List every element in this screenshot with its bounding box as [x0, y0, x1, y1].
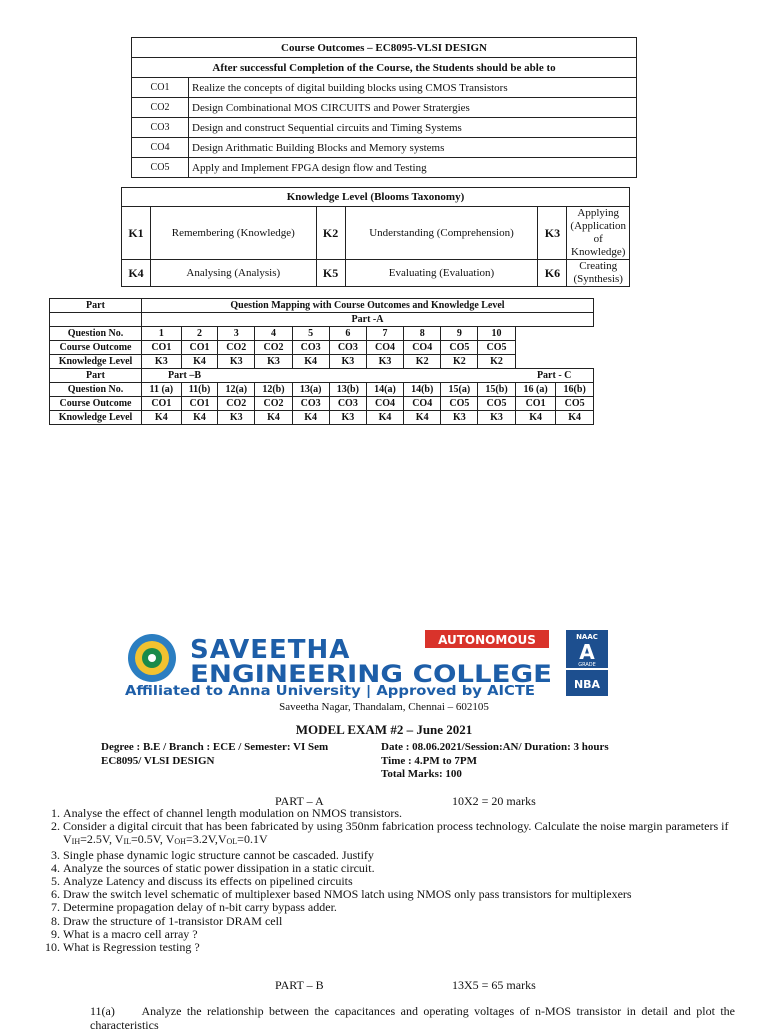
mapping-cell: 14(b) [403, 383, 441, 397]
mapping-cell: 7 [367, 327, 404, 341]
mapping-cell: CO2 [218, 341, 255, 355]
mapping-cell: K3 [255, 355, 293, 369]
mapping-cell: CO2 [218, 397, 255, 411]
svg-text:NBA: NBA [573, 678, 601, 691]
question-item: 1. Analyse the effect of channel length modulation on NMOS transistors. [63, 807, 743, 820]
naac-badge [566, 630, 608, 668]
co-row [132, 158, 637, 178]
question-item: 7. Determine propagation delay of n-bit carry bypass adder. [63, 901, 743, 914]
mapping-cell: CO3 [329, 397, 367, 411]
mapping-cell: K3 [441, 411, 478, 425]
part-a-header: Part -A [142, 313, 594, 327]
svg-text:NAAC: NAAC [576, 633, 598, 641]
time-line: Time : 4.PM to 7PM [381, 755, 478, 767]
mapping-cell: 12(b) [255, 383, 293, 397]
svg-text:A: A [579, 640, 595, 664]
part-b-marks: 13X5 = 65 marks [452, 978, 536, 992]
question-11a [90, 1004, 735, 1032]
mapping-cell: CO3 [329, 341, 367, 355]
co-code: CO4 [132, 138, 189, 158]
mapping-cell: K4 [367, 411, 404, 425]
mapping-cell: 6 [329, 327, 367, 341]
co-description: Design Arithmatic Building Blocks and Memory systems [189, 138, 637, 158]
empty-cell [515, 341, 555, 355]
exam-title: MODEL EXAM #2 – June 2021 [295, 722, 473, 737]
mapping-cell: 2 [181, 327, 218, 341]
row-label: Question No. [50, 383, 142, 397]
svg-text:GRADE: GRADE [578, 662, 596, 668]
mapping-cell: K2 [478, 355, 516, 369]
part-b-header: Part –B [142, 369, 255, 383]
mapping-cell: CO4 [367, 341, 404, 355]
question-text: Analyze the relationship between the capacitances and operating voltages of n-MOS transistor in detail and plot the characteristics [90, 1004, 735, 1032]
co-description: Design Combinational MOS CIRCUITS and Power Stratergies [189, 98, 637, 118]
mapping-cell: CO5 [441, 341, 478, 355]
co-code: CO1 [132, 78, 189, 98]
kl-label: Understanding (Comprehension) [345, 207, 538, 260]
mapping-cell: 11(b) [181, 383, 218, 397]
kl-label: Evaluating (Evaluation) [345, 260, 538, 287]
college-address: Saveetha Nagar, Thandalam, Chennai – 602105 [279, 701, 489, 713]
mapping-cell: 14(a) [367, 383, 404, 397]
course-outcomes-table [131, 37, 637, 178]
mapping-cell: K4 [255, 411, 293, 425]
mapping-cell: CO1 [142, 397, 182, 411]
mapping-cell: 11 (a) [142, 383, 182, 397]
noise-margin-params: VIH=2.5V, VIL=0.5V, VOH=3.2V,VOL=0.1V [63, 832, 268, 847]
emblem-icon [128, 634, 176, 682]
part-a-label: PART – A [275, 794, 324, 808]
kl-code: K4 [122, 260, 151, 287]
kl-code: K2 [316, 207, 345, 260]
mapping-cell: 5 [292, 327, 329, 341]
mapping-cell: K3 [329, 355, 367, 369]
co-description: Design and construct Sequential circuits and Timing Systems [189, 118, 637, 138]
kl-code: K1 [122, 207, 151, 260]
question-mapping-table [49, 298, 594, 425]
row-label: Course Outcome [50, 341, 142, 355]
part-a-marks: 10X2 = 20 marks [452, 794, 536, 808]
kl-title: Knowledge Level (Blooms Taxonomy) [122, 188, 630, 207]
co-row [132, 78, 637, 98]
mapping-cell: 13(b) [329, 383, 367, 397]
empty-cell [556, 327, 594, 341]
co-row [132, 138, 637, 158]
mapping-cell: 16(b) [556, 383, 594, 397]
mapping-cell: 15(a) [441, 383, 478, 397]
co-description: Realize the concepts of digital building blocks using CMOS Transistors [189, 78, 637, 98]
mapping-cell: CO4 [367, 397, 404, 411]
question-item: 3. Single phase dynamic logic structure cannot be cascaded. Justify [63, 849, 743, 862]
mapping-cell: K4 [181, 355, 218, 369]
mapping-cell: CO1 [142, 341, 182, 355]
empty-cell [515, 327, 555, 341]
part-c-header: Part - C [515, 369, 593, 383]
row-label: Course Outcome [50, 397, 142, 411]
empty-cell [556, 341, 594, 355]
mapping-cell: CO5 [478, 397, 516, 411]
part-a-questions [0, 807, 743, 954]
mapping-cell: 4 [255, 327, 293, 341]
mapping-cell: K4 [403, 411, 441, 425]
mapping-cell: CO5 [441, 397, 478, 411]
part-b-label: PART – B [275, 978, 324, 992]
total-marks: Total Marks: 100 [381, 768, 462, 780]
mapping-cell: K3 [218, 411, 255, 425]
kl-code: K5 [316, 260, 345, 287]
college-name-line2: ENGINEERING COLLEGE [190, 660, 552, 688]
mapping-cell: CO1 [181, 397, 218, 411]
mapping-cell: 13(a) [292, 383, 329, 397]
question-number: 11(a) [90, 1004, 115, 1018]
mapping-cell: K3 [478, 411, 516, 425]
kl-label: Analysing (Analysis) [151, 260, 317, 287]
mapping-cell: CO1 [181, 341, 218, 355]
part-label: Part [50, 299, 142, 313]
mapping-cell: 1 [142, 327, 182, 341]
mapping-cell: K4 [292, 355, 329, 369]
question-item: 8. Draw the structure of 1-transistor DRAM cell [63, 915, 743, 928]
mapping-cell: 3 [218, 327, 255, 341]
mapping-cell: CO1 [515, 397, 555, 411]
kl-code: K3 [538, 207, 567, 260]
mapping-cell: K4 [142, 411, 182, 425]
mapping-cell: K2 [403, 355, 441, 369]
mapping-cell: K4 [556, 411, 594, 425]
row-label: Question No. [50, 327, 142, 341]
question-item: 2. Consider a digital circuit that has been fabricated by using 350nm fabrication process technology. Calculate the noise margin parameters if VIH=2.5V, VIL=0.5V, VOH=3.2V,VOL=0.1V [63, 820, 743, 848]
mapping-cell: 9 [441, 327, 478, 341]
autonomous-badge: AUTONOMOUS [438, 633, 536, 647]
co-subtitle: After successful Completion of the Course, the Students should be able to [132, 58, 637, 78]
kl-label: Remembering (Knowledge) [151, 207, 317, 260]
mapping-cell: K3 [367, 355, 404, 369]
empty-cell [556, 355, 594, 369]
question-item: 9. What is a macro cell array ? [63, 928, 743, 941]
mapping-cell: 15(b) [478, 383, 516, 397]
mapping-cell: CO5 [556, 397, 594, 411]
mapping-cell: CO3 [292, 341, 329, 355]
question-item: 5. Analyze Latency and discuss its effects on pipelined circuits [63, 875, 743, 888]
mapping-title: Question Mapping with Course Outcomes and Knowledge Level [142, 299, 594, 313]
mapping-cell: K3 [218, 355, 255, 369]
mapping-cell: 8 [403, 327, 441, 341]
question-item: 6. Draw the switch level schematic of multiplexer based NMOS latch using NMOS only pass transistors for multiplexers [63, 888, 743, 901]
mapping-cell: CO3 [292, 397, 329, 411]
nba-badge [566, 670, 608, 696]
co-code: CO5 [132, 158, 189, 178]
degree-line: Degree : B.E / Branch : ECE / Semester: VI Sem [101, 741, 329, 753]
kl-label: Creating (Synthesis) [567, 260, 630, 287]
co-description: Apply and Implement FPGA design flow and Testing [189, 158, 637, 178]
mapping-cell: CO5 [478, 341, 516, 355]
mapping-cell: K3 [142, 355, 182, 369]
empty-cell [515, 355, 555, 369]
college-logo [120, 628, 610, 698]
question-item: 10. What is Regression testing ? [63, 941, 743, 954]
college-name-line1: SAVEETHA [190, 635, 351, 665]
part-label: Part [50, 369, 142, 383]
mapping-cell: 12(a) [218, 383, 255, 397]
co-code: CO3 [132, 118, 189, 138]
mapping-cell: 16 (a) [515, 383, 555, 397]
date-line: Date : 08.06.2021/Session:AN/ Duration: 3 hours [381, 741, 609, 753]
mapping-cell: K4 [515, 411, 555, 425]
co-title: Course Outcomes – EC8095-VLSI DESIGN [132, 38, 637, 58]
mapping-cell: K2 [441, 355, 478, 369]
kl-code: K6 [538, 260, 567, 287]
co-row [132, 98, 637, 118]
mapping-cell: CO4 [403, 397, 441, 411]
co-row [132, 118, 637, 138]
knowledge-level-table [121, 187, 630, 287]
kl-label: Applying (Application of Knowledge) [567, 207, 630, 260]
co-code: CO2 [132, 98, 189, 118]
mapping-cell: K3 [329, 411, 367, 425]
mapping-cell: K4 [181, 411, 218, 425]
question-item: 4. Analyze the sources of static power dissipation in a static circuit. [63, 862, 743, 875]
course-line: EC8095/ VLSI DESIGN [101, 755, 215, 767]
row-label: Knowledge Level [50, 355, 142, 369]
row-label: Knowledge Level [50, 411, 142, 425]
affiliation-text: Affiliated to Anna University | Approved by AICTE [125, 684, 535, 698]
mapping-cell: 10 [478, 327, 516, 341]
mapping-cell: CO2 [255, 341, 293, 355]
mapping-cell: CO2 [255, 397, 293, 411]
mapping-cell: CO4 [403, 341, 441, 355]
mapping-cell: K4 [292, 411, 329, 425]
